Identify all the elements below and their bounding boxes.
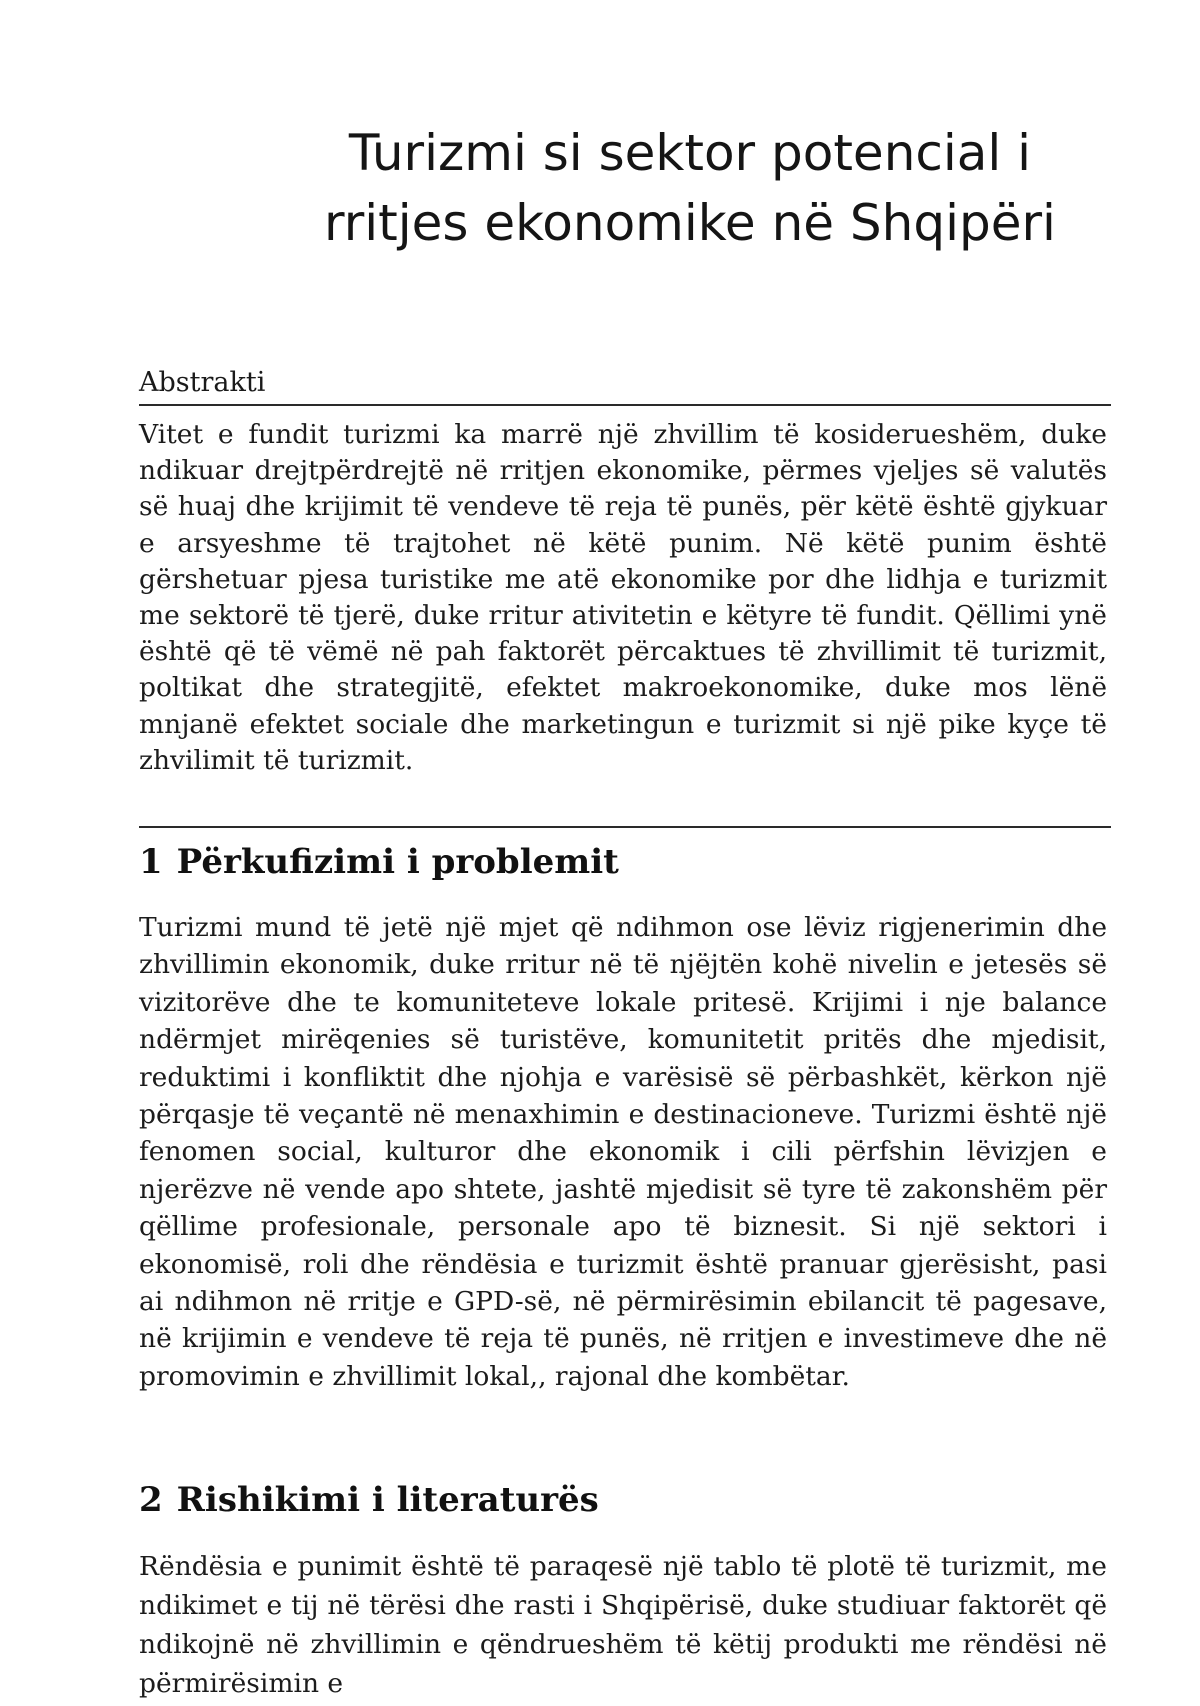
abstract-text: Vitet e fundit turizmi ka marrë një zhvillim të kosiderueshëm, duke ndikuar drejtpërdrejtë në rritjen ekonomike, përmes vjeljes së valutës së huaj dhe krijimit të vendeve të reja të punës, për këtë është gjykuar e arsyeshme të trajtohet në këtë punim. Në këtë punim është gërshetuar pjesa turistike me atë ekonomike por dhe lidhja e turizmit me sektorë të tjerë, duke rritur ativitetin e këtyre të fundit. Qëllimi ynë është që të vëmë në pah faktorët përcaktues të zhvillimit të turizmit, poltikat dhe strategjitë, efektet makroekonomike, duke mos lënë mnjanë efektet sociale dhe marketingun e turizmit si një pike kyçe të zhvilimit të turizmit. xyxy=(139,419,1107,776)
section-1-number: 1 xyxy=(139,842,163,882)
section-2-title: Rishikimi i literaturës xyxy=(176,1480,599,1520)
section-2-heading xyxy=(139,1478,599,1522)
section-1-paragraph: Turizmi mund të jetë një mjet që ndihmon ose lëviz rigjenerimin dhe zhvillimin ekonomik, duke rritur në të njëjtën kohë nivelin e jetesës së vizitorëve dhe te komuniteteve lokale pritesë. Krijimi i nje balance ndërmjet mirëqenies së turistëve, komunitetit pritës dhe mjedisit, reduktimi i konfliktit dhe njohja e varësisë së përbashkët, kërkon një përqasje të veçantë në menaxhimin e destinacioneve. Turizmi është një fenomen social, kulturor dhe ekonomik i cili përfshin lëvizjen e njerëzve në vende apo shtete, jashtë mjedisit së tyre të zakonshëm për qëllime profesionale, personale apo të biznesit. Si një sektori i ekonomisë, roli dhe rëndësia e turizmit është pranuar gjerësisht, pasi ai ndihmon në rritje e GPD-së, në përmirësimin ebilancit të pagesave, në krijimin e vendeve të reja të punës, në rritjen e investimeve dhe në promovimin e zhvillimit lokal,, rajonal dhe kombëtar. xyxy=(139,912,1107,1392)
section-2-paragraph: Rëndësia e punimit është të paraqesë një tablo të plotë të turizmit, me ndikimet e tij në tërësi dhe rasti i Shqipërisë, duke studiuar faktorët që ndikojnë në zhvillimin e qëndrueshëm të këtij produkti me rëndësi në përmirësimin e xyxy=(139,1551,1107,1699)
paper-title-line-1: Turizmi si sektor potencial i xyxy=(348,124,1032,182)
section-2-number: 2 xyxy=(139,1480,163,1520)
paper-title-line-2: rritjes ekonomike në Shqipëri xyxy=(324,194,1056,252)
paper-title xyxy=(200,118,1180,258)
section-1-heading xyxy=(139,840,619,884)
abstract-bottom-rule xyxy=(139,826,1111,828)
section-1-title: Përkufizimi i problemit xyxy=(176,842,619,882)
abstract-top-rule xyxy=(139,404,1111,406)
abstract-label: Abstrakti xyxy=(139,367,266,398)
